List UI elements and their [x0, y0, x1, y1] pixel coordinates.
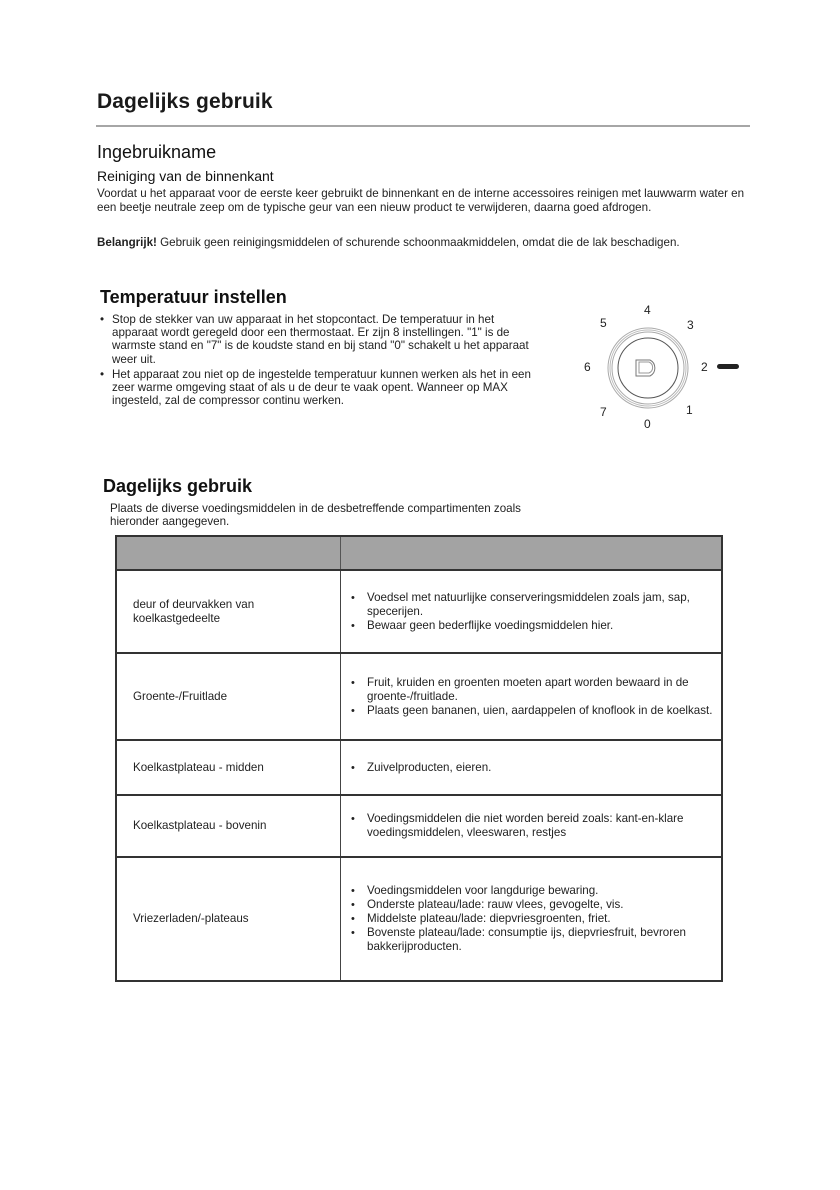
tips-cell	[341, 795, 723, 857]
table-row	[116, 795, 722, 857]
title-divider	[96, 125, 750, 127]
dial-label-0: 0	[644, 417, 651, 431]
table-row	[116, 857, 722, 981]
important-label: Belangrijk!	[97, 236, 157, 249]
list-item: • Bovenste plateau/lade: consumptie ijs, diepvriesfruit, bevroren bakkerijproducten.	[351, 926, 687, 953]
list-item: • Plaats geen bananen, uien, aardappelen of knoflook in de koelkast.	[351, 703, 713, 717]
food-storage-table	[115, 535, 723, 982]
dial-label-1: 1	[686, 403, 693, 417]
bullet-icon: •	[351, 913, 355, 925]
dial-label-6: 6	[584, 360, 591, 374]
dial-label-7: 7	[600, 405, 607, 419]
list-item: • Bewaar geen bederflijke voedingsmiddelen hier.	[351, 618, 614, 632]
temperature-bullet-list	[100, 313, 540, 409]
bullet-icon: •	[351, 704, 355, 717]
important-text: Gebruik geen reinigingsmiddelen of schurende schoonmaakmiddelen, omdat die de lak beschadigen.	[156, 236, 680, 249]
location-cell: Koelkastplateau - bovenin	[116, 795, 341, 857]
list-item	[100, 313, 540, 366]
list-item: • Fruit, kruiden en groenten moeten apart worden bewaard in de groente-/fruitlade.	[351, 675, 689, 703]
list-item: • Zuivelproducten, eieren.	[351, 760, 492, 774]
bullet-icon: •	[351, 927, 355, 939]
dial-label-4: 4	[644, 303, 651, 317]
section-heading-temperature: Temperatuur instellen	[100, 287, 287, 307]
daily-use-intro: Plaats de diverse voedingsmiddelen in de desbetreffende compartimenten zoals hieronder aangegeven.	[110, 502, 521, 528]
bullet-icon: •	[351, 676, 355, 689]
list-item: • Voedingsmiddelen die niet worden bereid zoals: kant-en-klare voedingsmiddelen, vleeswaren, restjes	[351, 812, 684, 839]
section-heading-ingebruikname: Ingebruikname	[97, 142, 217, 162]
dial-label-5: 5	[600, 316, 607, 330]
section-heading-daily-use: Dagelijks gebruik	[103, 476, 253, 496]
bullet-text: Stop de stekker van uw apparaat in het stopcontact. De temperatuur in het apparaat wordt geregeld door een thermostaat. Er zijn 8 instellingen. "1" is de warmste stand en "7" is de koudste stand en bij stand "0" schakelt u het apparaat weer uit.	[112, 313, 529, 366]
bullet-icon: •	[351, 619, 355, 632]
tips-cell	[341, 570, 723, 653]
subheading-cleaning: Reiniging van de binnenkant	[97, 168, 274, 184]
location-cell: Koelkastplateau - midden	[116, 740, 341, 795]
bullet-icon: •	[351, 885, 355, 897]
thermostat-dial-icon	[578, 298, 753, 438]
bullet-icon: •	[351, 761, 355, 774]
dial-label-3: 3	[687, 318, 694, 332]
bullet-icon: •	[351, 813, 355, 825]
table-row	[116, 570, 722, 653]
header-tips	[341, 536, 723, 570]
tips-cell	[341, 740, 723, 795]
table-header-row	[116, 536, 722, 570]
bullet-icon: •	[100, 313, 105, 326]
cleaning-paragraph: Voordat u het apparaat voor de eerste keer gebruikt de binnenkant en de interne accessoires reinigen met lauwwarm water en een beetje neutrale zeep om de typische geur van een nieuw product te verwijderen, daarna goed afdrogen.	[97, 187, 745, 214]
list-item: • Middelste plateau/lade: diepvriesgroenten, friet.	[351, 912, 611, 925]
location-cell: Groente-/Fruitlade	[116, 653, 341, 740]
tips-cell	[341, 653, 723, 740]
table-row	[116, 740, 722, 795]
bullet-icon: •	[100, 367, 105, 381]
bullet-icon: •	[351, 591, 355, 604]
bullet-icon: •	[351, 899, 355, 911]
page-title: Dagelijks gebruik	[97, 90, 273, 113]
location-cell: deur of deurvakken van koelkastgedeelte	[116, 570, 341, 653]
list-item: • Onderste plateau/lade: rauw vlees, gevogelte, vis.	[351, 898, 624, 911]
list-item: • Voedsel met natuurlijke conserveringsmiddelen zoals jam, sap, specerijen.	[351, 590, 690, 618]
tips-cell	[341, 857, 723, 981]
important-note	[97, 236, 757, 250]
list-item: • Voedingsmiddelen voor langdurige bewaring.	[351, 884, 599, 897]
list-item	[100, 368, 540, 408]
location-cell: Vriezerladen/-plateaus	[116, 857, 341, 981]
dial-label-2: 2	[701, 360, 708, 374]
bullet-text: Het apparaat zou niet op de ingestelde temperatuur kunnen werken als het in een zeer warme omgeving staat of als u de deur te vaak opent. Wanneer op MAX ingesteld, zal de compressor continu werken.	[112, 367, 531, 408]
header-location	[116, 536, 341, 570]
table-row	[116, 653, 722, 740]
